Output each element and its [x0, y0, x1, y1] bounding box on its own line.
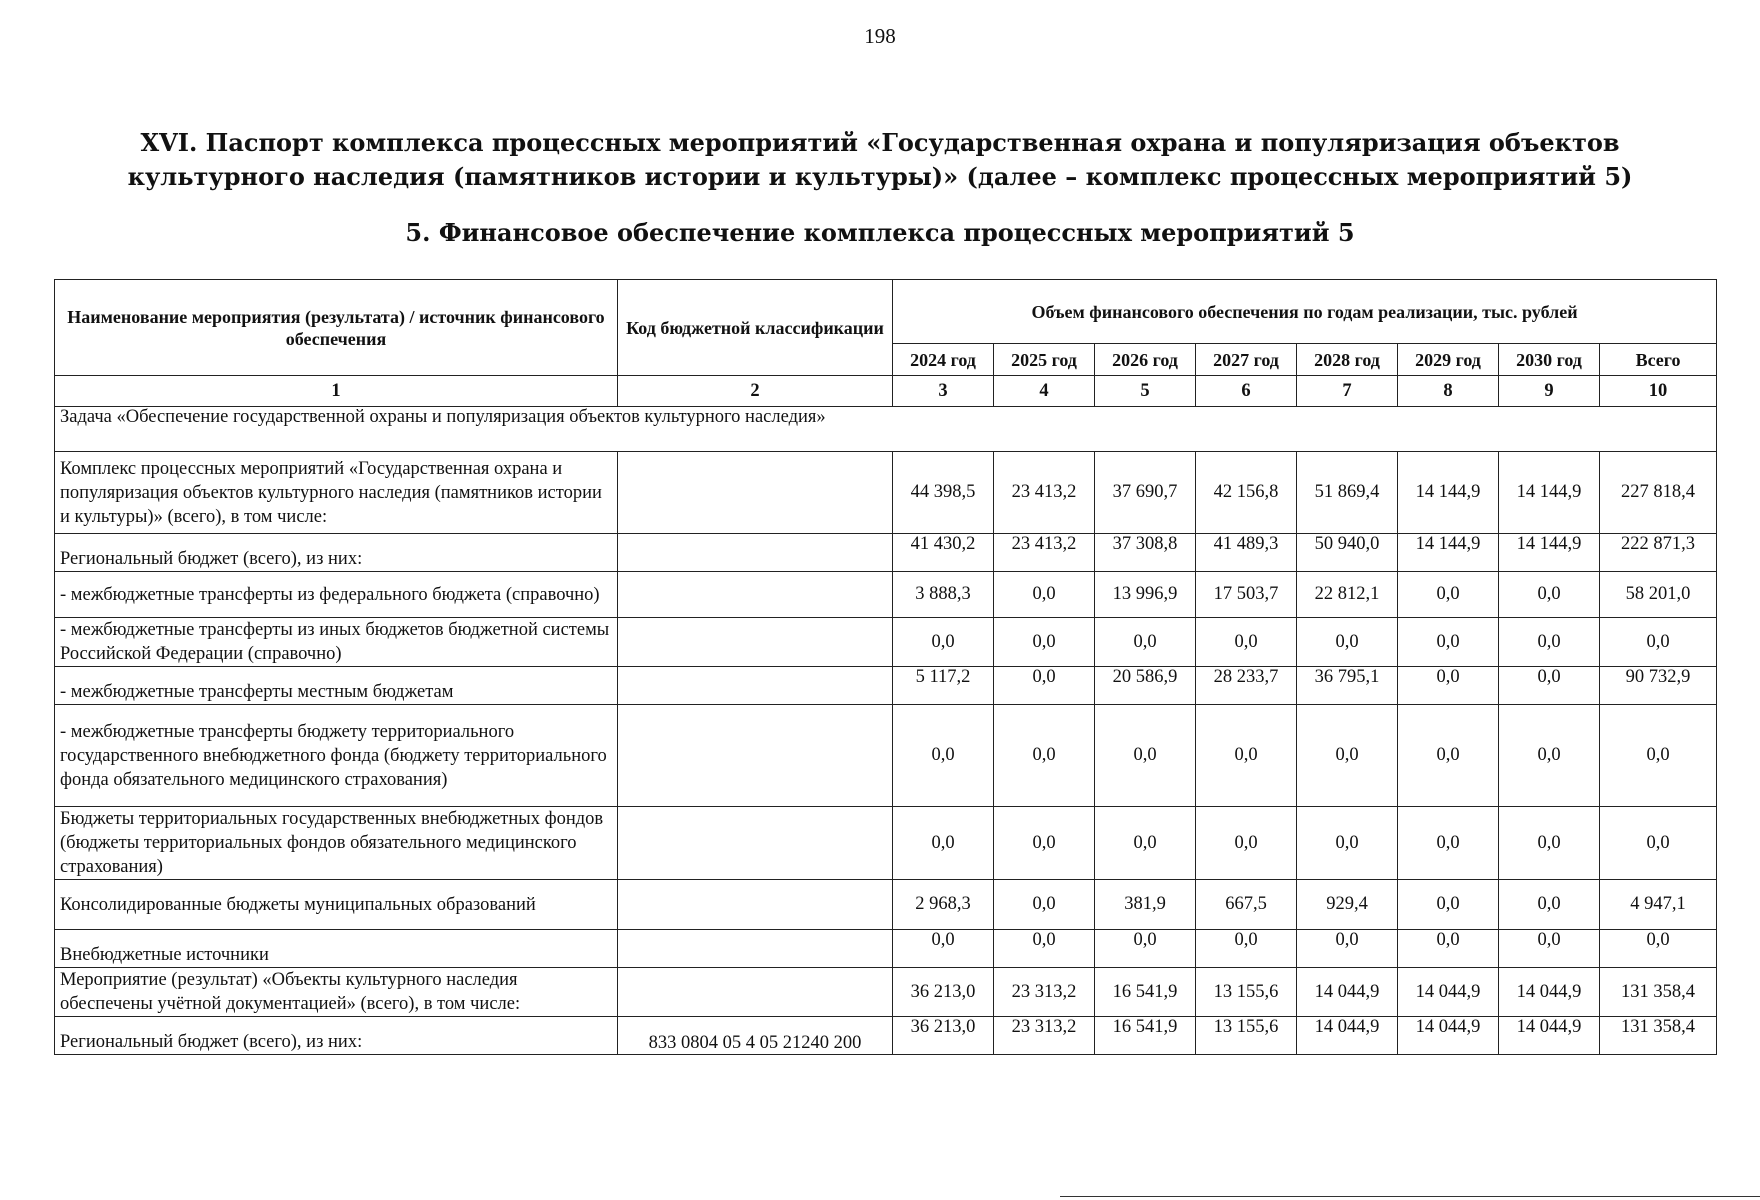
row-value: 0,0: [1499, 618, 1600, 667]
row-value: 0,0: [1398, 880, 1499, 930]
row-name: - межбюджетные трансферты из иных бюджетов бюджетной системы Российской Федерации (справочно): [55, 618, 618, 667]
row-value: 0,0: [1095, 618, 1196, 667]
row-value: 0,0: [893, 618, 994, 667]
header-name: Наименование мероприятия (результата) / источник финансового обеспечения: [55, 280, 618, 376]
row-value: 14 044,9: [1499, 1017, 1600, 1055]
row-value: 0,0: [1600, 618, 1717, 667]
row-code: [618, 807, 893, 880]
row-value: 0,0: [1499, 880, 1600, 930]
column-number: 5: [1095, 376, 1196, 407]
header-year: 2030 год: [1499, 344, 1600, 376]
table-row: [55, 880, 1717, 930]
row-value: 14 044,9: [1297, 968, 1398, 1017]
page-number: 198: [864, 24, 896, 48]
row-value: 14 044,9: [1398, 1017, 1499, 1055]
row-value: 23 313,2: [994, 968, 1095, 1017]
row-value: 44 398,5: [893, 452, 994, 534]
header-year: 2027 год: [1196, 344, 1297, 376]
row-value: 42 156,8: [1196, 452, 1297, 534]
row-value: 3 888,3: [893, 572, 994, 618]
row-value: 0,0: [994, 572, 1095, 618]
row-value: 2 968,3: [893, 880, 994, 930]
row-value: 5 117,2: [893, 667, 994, 705]
row-name: - межбюджетные трансферты из федерального бюджета (справочно): [55, 572, 618, 618]
row-name: Региональный бюджет (всего), из них:: [55, 1017, 618, 1055]
row-name: - межбюджетные трансферты местным бюджетам: [55, 667, 618, 705]
column-number: 8: [1398, 376, 1499, 407]
table-row: [55, 968, 1717, 1017]
row-value: 0,0: [1297, 618, 1398, 667]
row-value: 0,0: [994, 880, 1095, 930]
row-value: 0,0: [1297, 705, 1398, 807]
header-year: 2026 год: [1095, 344, 1196, 376]
column-number: 4: [994, 376, 1095, 407]
row-value: 23 413,2: [994, 534, 1095, 572]
column-number: 7: [1297, 376, 1398, 407]
row-value: 28 233,7: [1196, 667, 1297, 705]
row-value: 22 812,1: [1297, 572, 1398, 618]
row-value: 0,0: [1398, 705, 1499, 807]
task-text: Задача «Обеспечение государственной охраны и популяризация объектов культурного наследия»: [55, 407, 1717, 452]
row-value: 0,0: [994, 930, 1095, 968]
header-volume: Объем финансового обеспечения по годам реализации, тыс. рублей: [893, 280, 1717, 344]
row-value: 14 044,9: [1499, 968, 1600, 1017]
row-value: 37 308,8: [1095, 534, 1196, 572]
header-year: Всего: [1600, 344, 1717, 376]
row-value: 0,0: [1095, 930, 1196, 968]
row-value: 0,0: [1196, 705, 1297, 807]
row-value: 0,0: [994, 807, 1095, 880]
row-value: 0,0: [1499, 572, 1600, 618]
row-code: [618, 880, 893, 930]
header-year: 2028 год: [1297, 344, 1398, 376]
row-value: 929,4: [1297, 880, 1398, 930]
row-value: 14 144,9: [1499, 534, 1600, 572]
table-row: [55, 667, 1717, 705]
page-edge-line: [1060, 1196, 1760, 1197]
row-value: 0,0: [1398, 572, 1499, 618]
header-code: Код бюджетной классификации: [618, 280, 893, 376]
table-row: [55, 1017, 1717, 1055]
table-row: [55, 452, 1717, 534]
row-code: [618, 930, 893, 968]
row-value: 14 044,9: [1297, 1017, 1398, 1055]
row-value: 0,0: [994, 667, 1095, 705]
row-value: 0,0: [1196, 807, 1297, 880]
row-value: 0,0: [1398, 618, 1499, 667]
row-value: 36 213,0: [893, 1017, 994, 1055]
column-number: 6: [1196, 376, 1297, 407]
table-row: [55, 705, 1717, 807]
row-value: 0,0: [1398, 930, 1499, 968]
row-value: 14 144,9: [1499, 452, 1600, 534]
row-value: 0,0: [1297, 930, 1398, 968]
row-name: Комплекс процессных мероприятий «Государственная охрана и популяризация объектов культурного наследия (памятников истории и культуры)» (всего), в том числе:: [55, 452, 618, 534]
column-numbers-row: [55, 376, 1717, 407]
row-value: 0,0: [994, 705, 1095, 807]
column-number: 10: [1600, 376, 1717, 407]
row-value: 667,5: [1196, 880, 1297, 930]
section-title: 5. Финансовое обеспечение комплекса процессных мероприятий 5: [405, 218, 1355, 247]
row-value: 41 430,2: [893, 534, 994, 572]
row-value: 20 586,9: [1095, 667, 1196, 705]
table-row: [55, 572, 1717, 618]
row-value: 381,9: [1095, 880, 1196, 930]
row-value: 0,0: [1095, 807, 1196, 880]
row-value: 0,0: [1297, 807, 1398, 880]
row-value: 0,0: [1196, 618, 1297, 667]
task-row: [55, 407, 1717, 452]
row-code: [618, 534, 893, 572]
row-value: 131 358,4: [1600, 968, 1717, 1017]
row-value: 13 155,6: [1196, 968, 1297, 1017]
row-value: 37 690,7: [1095, 452, 1196, 534]
column-number: 9: [1499, 376, 1600, 407]
row-value: 0,0: [1398, 667, 1499, 705]
column-number: 2: [618, 376, 893, 407]
row-value: 0,0: [1499, 705, 1600, 807]
row-name: Внебюджетные источники: [55, 930, 618, 968]
row-value: 14 144,9: [1398, 452, 1499, 534]
row-value: 0,0: [1499, 667, 1600, 705]
row-value: 90 732,9: [1600, 667, 1717, 705]
table-row: [55, 807, 1717, 880]
row-value: 17 503,7: [1196, 572, 1297, 618]
row-value: 36 213,0: [893, 968, 994, 1017]
column-number: 3: [893, 376, 994, 407]
column-number: 1: [55, 376, 618, 407]
row-value: 23 313,2: [994, 1017, 1095, 1055]
table-row: [55, 930, 1717, 968]
row-value: 23 413,2: [994, 452, 1095, 534]
header-year: 2029 год: [1398, 344, 1499, 376]
row-value: 13 155,6: [1196, 1017, 1297, 1055]
row-value: 0,0: [893, 807, 994, 880]
row-value: 14 044,9: [1398, 968, 1499, 1017]
row-value: 51 869,4: [1297, 452, 1398, 534]
row-name: Консолидированные бюджеты муниципальных образований: [55, 880, 618, 930]
row-value: 4 947,1: [1600, 880, 1717, 930]
row-value: 0,0: [1499, 807, 1600, 880]
row-code: [618, 705, 893, 807]
row-code: [618, 572, 893, 618]
row-value: 0,0: [893, 705, 994, 807]
row-value: 16 541,9: [1095, 1017, 1196, 1055]
row-code: [618, 667, 893, 705]
row-value: 41 489,3: [1196, 534, 1297, 572]
row-name: Региональный бюджет (всего), из них:: [55, 534, 618, 572]
row-name: - межбюджетные трансферты бюджету территориального государственного внебюджетного фонда (бюджету территориального фонда обязательного медицинского страхования): [55, 705, 618, 807]
row-value: 0,0: [893, 930, 994, 968]
header-year: 2025 год: [994, 344, 1095, 376]
row-value: 0,0: [1398, 807, 1499, 880]
row-code: [618, 968, 893, 1017]
row-value: 0,0: [1499, 930, 1600, 968]
row-value: 0,0: [1600, 930, 1717, 968]
table-row: [55, 618, 1717, 667]
row-value: 0,0: [1600, 807, 1717, 880]
table-row: [55, 534, 1717, 572]
row-value: 50 940,0: [1297, 534, 1398, 572]
row-value: 13 996,9: [1095, 572, 1196, 618]
row-value: 0,0: [994, 618, 1095, 667]
page-title: XVI. Паспорт комплекса процессных мероприятий «Государственная охрана и популяризация объектов культурного наследия (памятников истории и культуры)» (далее – комплекс процессных мероприятий 5): [127, 128, 1633, 191]
financing-table: [54, 279, 1717, 1055]
header-year: 2024 год: [893, 344, 994, 376]
row-value: 222 871,3: [1600, 534, 1717, 572]
row-code: [618, 452, 893, 534]
row-code: [618, 618, 893, 667]
row-name: Мероприятие (результат) «Объекты культурного наследия обеспечены учётной документацией» (всего), в том числе:: [55, 968, 618, 1017]
row-code: 833 0804 05 4 05 21240 200: [618, 1017, 893, 1055]
row-value: 131 358,4: [1600, 1017, 1717, 1055]
row-value: 0,0: [1600, 705, 1717, 807]
row-value: 0,0: [1095, 705, 1196, 807]
row-value: 16 541,9: [1095, 968, 1196, 1017]
row-value: 0,0: [1196, 930, 1297, 968]
row-value: 36 795,1: [1297, 667, 1398, 705]
row-name: Бюджеты территориальных государственных внебюджетных фондов (бюджеты территориальных фондов обязательного медицинского страхования): [55, 807, 618, 880]
row-value: 14 144,9: [1398, 534, 1499, 572]
row-value: 227 818,4: [1600, 452, 1717, 534]
row-value: 58 201,0: [1600, 572, 1717, 618]
